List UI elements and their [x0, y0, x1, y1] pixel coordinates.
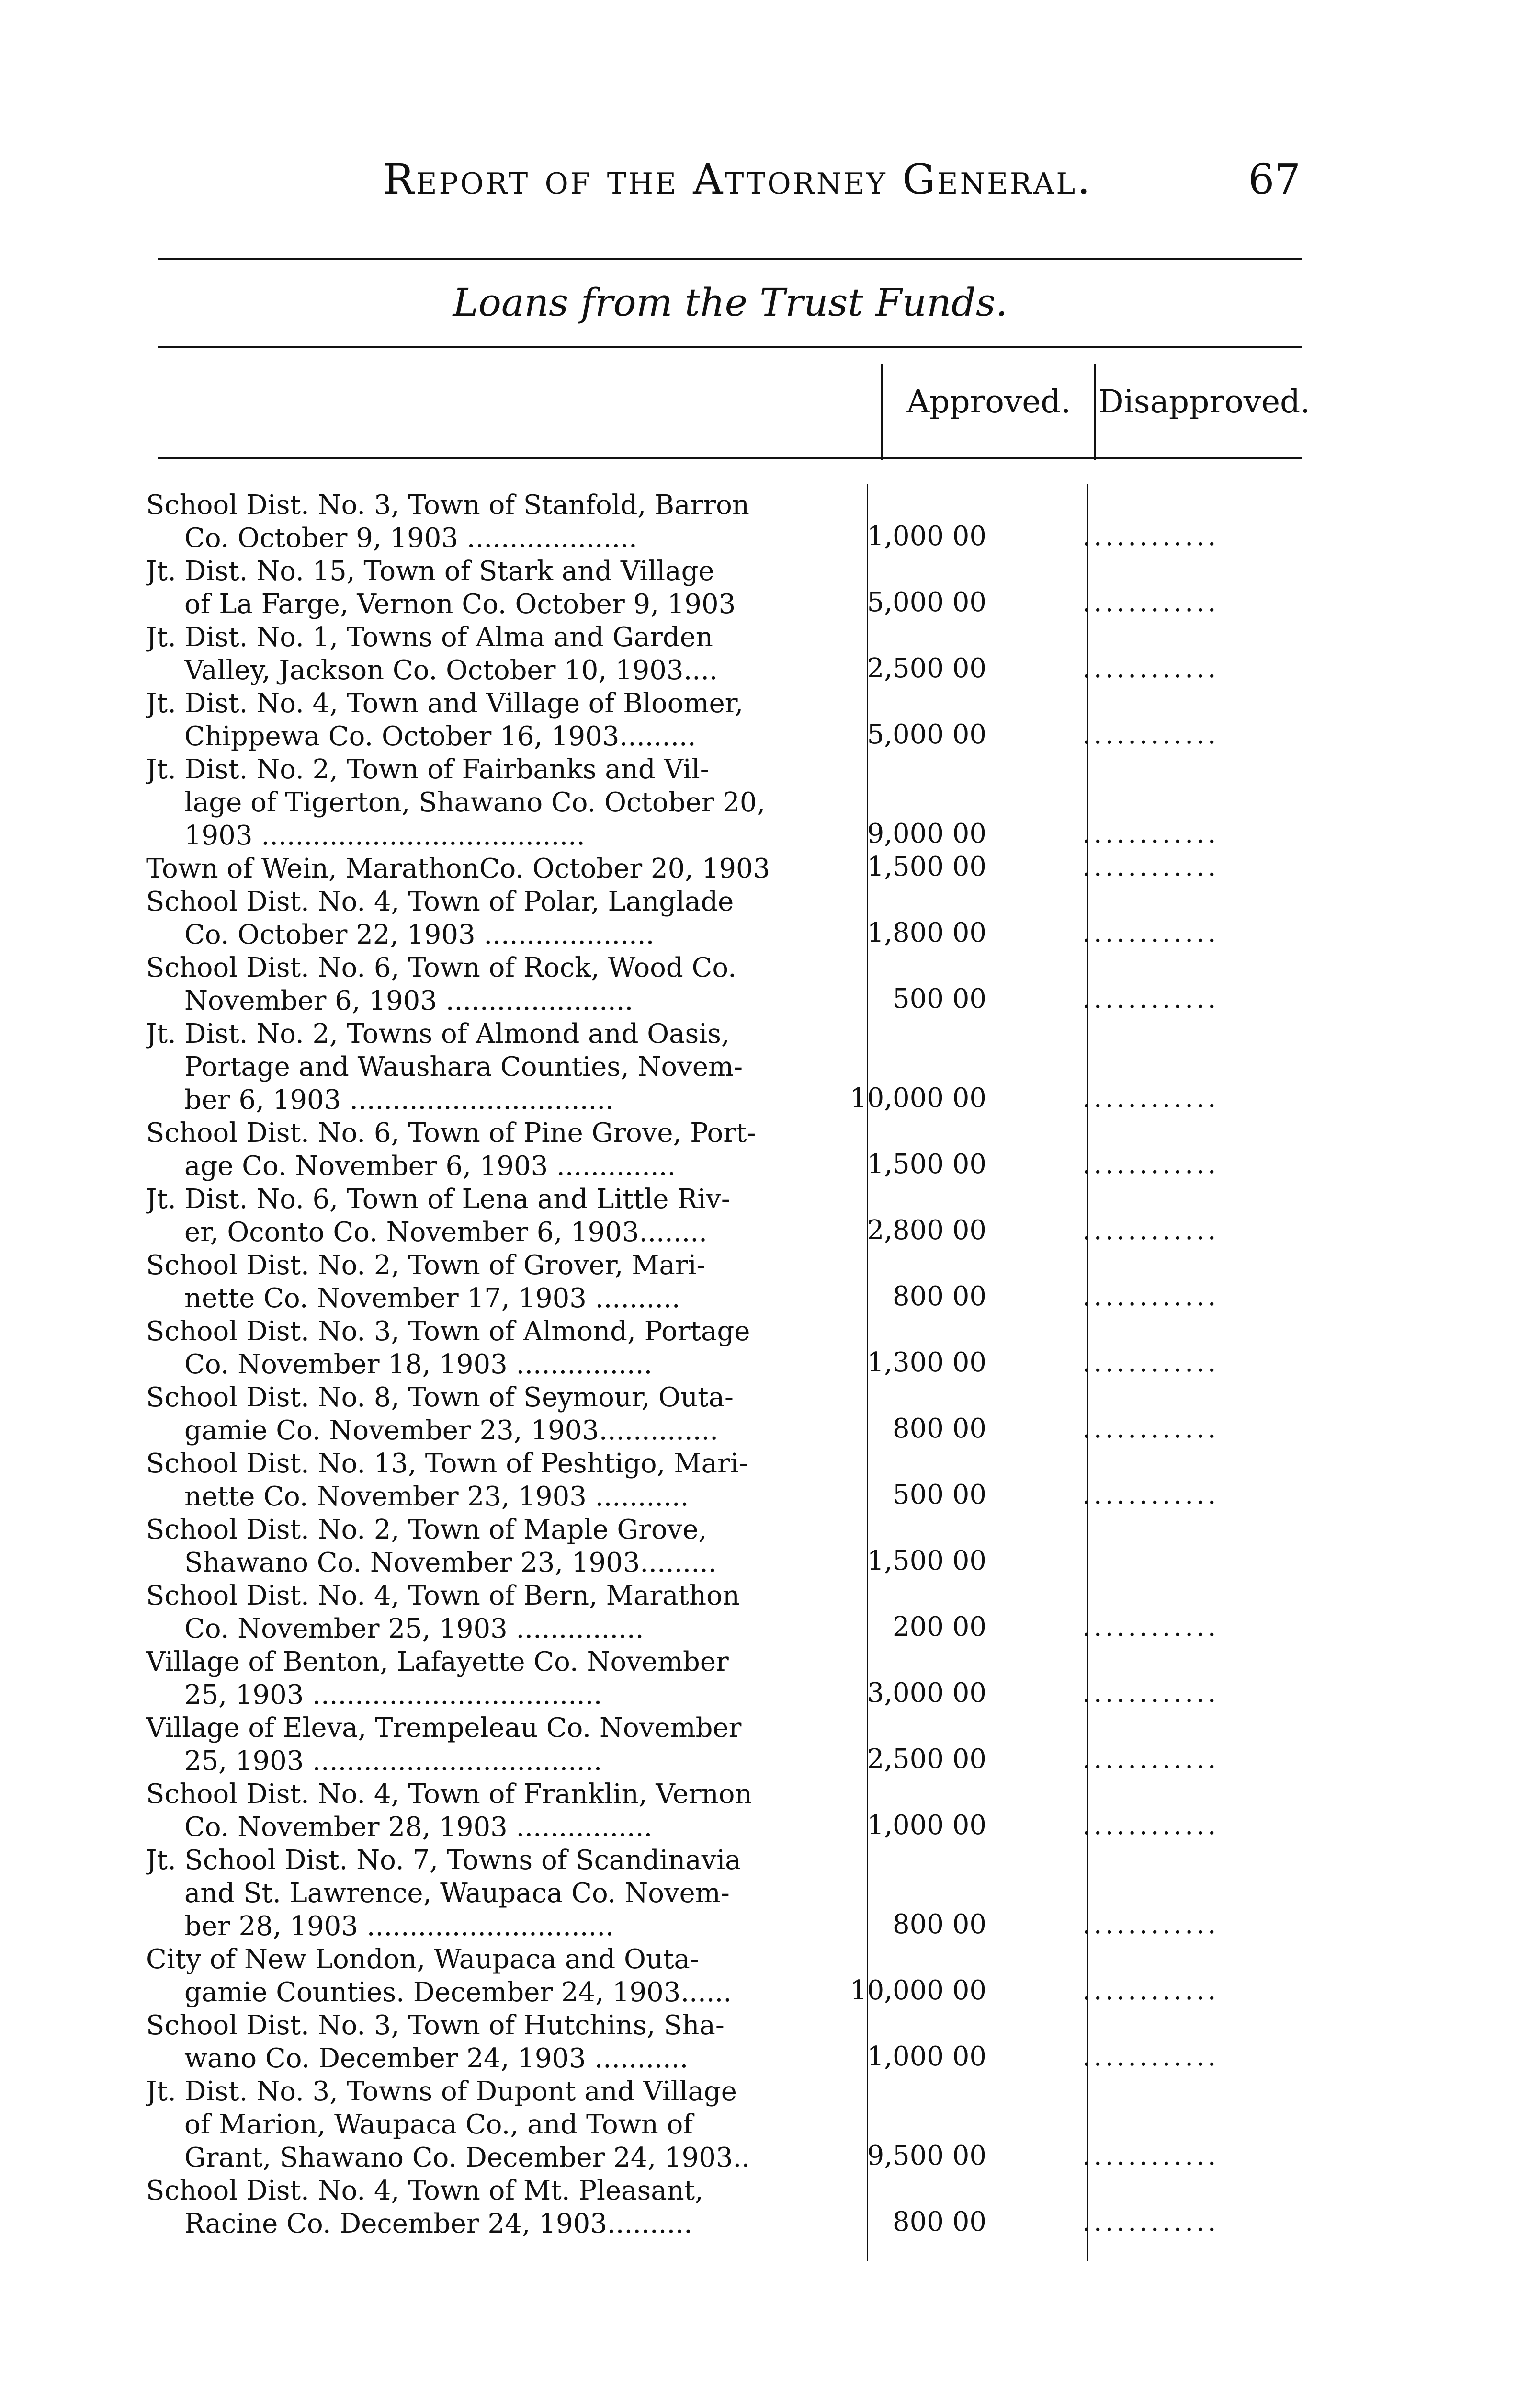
- description-line: Racine Co. December 24, 1903..........: [184, 2208, 692, 2239]
- approved-amount: 5,000 00: [867, 719, 986, 750]
- loan-description: [139, 489, 874, 555]
- disapproved-leader: ............: [1082, 1677, 1219, 1709]
- table-row: [139, 555, 1317, 621]
- approved-amount: 800 00: [893, 1281, 986, 1312]
- disapproved-leader: ............: [1082, 653, 1219, 684]
- loan-description: [139, 2174, 874, 2240]
- top-rule: [158, 258, 1302, 260]
- description-line: Jt. Dist. No. 15, Town of Stark and Village: [146, 556, 714, 587]
- description-line: Jt. School Dist. No. 7, Towns of Scandinavia: [146, 1845, 741, 1876]
- description-line: lage of Tigerton, Shawano Co. October 20,: [184, 787, 766, 818]
- disapproved-leader: ............: [1082, 719, 1219, 750]
- loan-description: [139, 1315, 874, 1381]
- approved-amount: 9,000 00: [867, 818, 986, 849]
- loan-description: [139, 687, 874, 753]
- disapproved-leader: ............: [1082, 983, 1219, 1015]
- table-row: [139, 687, 1317, 753]
- description-line: School Dist. No. 2, Town of Maple Grove,: [146, 1514, 707, 1545]
- disapproved-leader: ............: [1082, 2041, 1219, 2072]
- column-divider: [1094, 364, 1096, 460]
- approved-amount: 5,000 00: [867, 587, 986, 618]
- table-row: [139, 1017, 1317, 1117]
- disapproved-leader: ............: [1082, 2140, 1219, 2171]
- description-line: Village of Benton, Lafayette Co. November: [146, 1646, 729, 1677]
- approved-amount: 800 00: [893, 2206, 986, 2237]
- description-line: nette Co. November 23, 1903 ...........: [184, 1481, 689, 1512]
- approved-amount: 1,500 00: [867, 1149, 986, 1180]
- description-line: Valley, Jackson Co. October 10, 1903....: [184, 655, 718, 686]
- loan-description: [139, 1513, 874, 1579]
- loan-description: [139, 555, 874, 621]
- description-line: of La Farge, Vernon Co. October 9, 1903: [184, 589, 736, 620]
- approved-amount: 1,000 00: [867, 521, 986, 552]
- description-line: School Dist. No. 3, Town of Stanfold, Barron: [146, 490, 749, 521]
- approved-amount: 10,000 00: [849, 1975, 986, 2006]
- description-line: School Dist. No. 3, Town of Hutchins, Sha-: [146, 2010, 725, 2041]
- table-row: [139, 1183, 1317, 1249]
- disapproved-leader: ............: [1082, 1215, 1219, 1246]
- loan-description: [139, 1017, 874, 1117]
- disapproved-leader: ............: [1082, 1909, 1219, 1940]
- table-row: [139, 852, 1317, 885]
- description-line: Jt. Dist. No. 3, Towns of Dupont and Village: [146, 2076, 737, 2107]
- table-row: [139, 1844, 1317, 1943]
- approved-amount: 2,500 00: [867, 653, 986, 684]
- approved-amount: 1,000 00: [867, 1810, 986, 1841]
- page-number: 67: [1248, 156, 1301, 204]
- loan-description: [139, 1711, 874, 1778]
- table-row: [139, 2009, 1317, 2075]
- table-row: [139, 2075, 1317, 2174]
- disapproved-leader: ............: [1082, 851, 1219, 882]
- table-row: [139, 1249, 1317, 1315]
- description-line: School Dist. No. 6, Town of Rock, Wood Co.: [146, 952, 736, 983]
- disapproved-leader: ............: [1082, 1611, 1219, 1642]
- approved-amount: 1,000 00: [867, 2041, 986, 2072]
- approved-amount: 2,800 00: [867, 1215, 986, 1246]
- loan-description: [139, 885, 874, 951]
- loan-description: [139, 852, 874, 885]
- description-line: November 6, 1903 ......................: [184, 985, 634, 1016]
- description-line: of Marion, Waupaca Co., and Town of: [184, 2109, 693, 2140]
- loan-description: [139, 2009, 874, 2075]
- description-line: Co. November 28, 1903 ................: [184, 1812, 653, 1843]
- description-line: School Dist. No. 4, Town of Polar, Langlade: [146, 886, 734, 917]
- loan-description: [139, 621, 874, 687]
- table-row: [139, 1513, 1317, 1579]
- approved-amount: 1,500 00: [867, 851, 986, 882]
- disapproved-leader: ............: [1082, 587, 1219, 618]
- loan-description: [139, 1447, 874, 1513]
- table-row: [139, 1778, 1317, 1844]
- loan-description: [139, 1381, 874, 1447]
- description-line: 1903 ......................................: [184, 820, 585, 851]
- description-line: Shawano Co. November 23, 1903.........: [184, 1547, 717, 1578]
- disapproved-leader: ............: [1082, 1810, 1219, 1841]
- approved-amount: 1,500 00: [867, 1545, 986, 1576]
- approved-amount: 2,500 00: [867, 1744, 986, 1775]
- approved-amount: 1,300 00: [867, 1347, 986, 1378]
- description-line: School Dist. No. 4, Town of Franklin, Vernon: [146, 1779, 752, 1810]
- description-line: School Dist. No. 2, Town of Grover, Mari-: [146, 1250, 706, 1281]
- loans-table-body: [139, 489, 1317, 2240]
- description-line: er, Oconto Co. November 6, 1903........: [184, 1217, 707, 1248]
- table-row: [139, 1381, 1317, 1447]
- caption-rule: [158, 346, 1302, 348]
- loan-description: [139, 1778, 874, 1844]
- description-line: School Dist. No. 3, Town of Almond, Portage: [146, 1316, 750, 1347]
- loan-description: [139, 1844, 874, 1943]
- approved-amount: 10,000 00: [849, 1083, 986, 1114]
- loan-description: [139, 1117, 874, 1183]
- disapproved-leader: ............: [1082, 1149, 1219, 1180]
- description-line: Portage and Waushara Counties, Novem-: [184, 1051, 743, 1083]
- disapproved-leader: ............: [1082, 521, 1219, 552]
- disapproved-leader: ............: [1082, 1744, 1219, 1775]
- disapproved-leader: ............: [1082, 917, 1219, 948]
- description-line: Co. November 25, 1903 ...............: [184, 1613, 644, 1644]
- table-row: [139, 621, 1317, 687]
- disapproved-leader: ............: [1082, 1281, 1219, 1312]
- description-line: School Dist. No. 4, Town of Mt. Pleasant,: [146, 2175, 703, 2206]
- description-line: wano Co. December 24, 1903 ...........: [184, 2043, 689, 2074]
- table-row: [139, 885, 1317, 951]
- description-line: Chippewa Co. October 16, 1903.........: [184, 721, 696, 752]
- approved-amount: 500 00: [893, 1479, 986, 1510]
- description-line: Jt. Dist. No. 2, Towns of Almond and Oasis,: [146, 1018, 730, 1049]
- table-row: [139, 2174, 1317, 2240]
- disapproved-leader: ............: [1082, 1083, 1219, 1114]
- column-divider: [881, 364, 883, 460]
- description-line: Jt. Dist. No. 2, Town of Fairbanks and Vil-: [146, 754, 709, 785]
- table-row: [139, 1117, 1317, 1183]
- disapproved-leader: ............: [1082, 1347, 1219, 1378]
- description-line: 25, 1903 ..................................: [184, 1679, 602, 1711]
- loan-description: [139, 1183, 874, 1249]
- disapproved-leader: ............: [1082, 1975, 1219, 2006]
- approved-amount: 500 00: [893, 983, 986, 1015]
- description-line: City of New London, Waupaca and Outa-: [146, 1944, 699, 1975]
- approved-amount: 9,500 00: [867, 2140, 986, 2171]
- loan-description: [139, 951, 874, 1017]
- description-line: and St. Lawrence, Waupaca Co. Novem-: [184, 1878, 730, 1909]
- description-line: School Dist. No. 8, Town of Seymour, Outa-: [146, 1382, 734, 1413]
- table-row: [139, 489, 1317, 555]
- disapproved-leader: ............: [1082, 1479, 1219, 1510]
- disapproved-leader: ............: [1082, 2206, 1219, 2237]
- table-row: [139, 1315, 1317, 1381]
- loan-description: [139, 1249, 874, 1315]
- description-line: age Co. November 6, 1903 ..............: [184, 1151, 676, 1182]
- approved-amount: 800 00: [893, 1413, 986, 1444]
- loan-description: [139, 1645, 874, 1711]
- description-line: Co. November 18, 1903 ................: [184, 1349, 653, 1380]
- disapproved-leader: ............: [1082, 1413, 1219, 1444]
- description-line: School Dist. No. 4, Town of Bern, Marathon: [146, 1580, 740, 1611]
- table-row: [139, 753, 1317, 852]
- description-line: ber 6, 1903 ...............................: [184, 1084, 614, 1116]
- description-line: Village of Eleva, Trempeleau Co. November: [146, 1712, 742, 1744]
- table-row: [139, 1579, 1317, 1645]
- header-rule: [158, 457, 1302, 459]
- loan-description: [139, 2075, 874, 2174]
- disapproved-leader: ............: [1082, 818, 1219, 849]
- table-caption: Loans from the Trust Funds.: [453, 280, 1008, 325]
- approved-amount: 800 00: [893, 1909, 986, 1940]
- table-row: [139, 1645, 1317, 1711]
- description-line: Jt. Dist. No. 1, Towns of Alma and Garden: [146, 622, 713, 653]
- description-line: 25, 1903 ..................................: [184, 1745, 602, 1777]
- loan-description: [139, 1579, 874, 1645]
- description-line: gamie Counties. December 24, 1903......: [184, 1977, 732, 2008]
- description-line: nette Co. November 17, 1903 ..........: [184, 1283, 680, 1314]
- table-row: [139, 1943, 1317, 2009]
- approved-amount: 3,000 00: [867, 1677, 986, 1709]
- running-title: Report of the Attorney General.: [383, 156, 1092, 204]
- loan-description: [139, 753, 874, 852]
- loan-description: [139, 1943, 874, 2009]
- description-line: gamie Co. November 23, 1903..............: [184, 1415, 719, 1446]
- description-line: Co. October 22, 1903 ....................: [184, 919, 655, 950]
- table-row: [139, 1447, 1317, 1513]
- approved-amount: 1,800 00: [867, 917, 986, 948]
- table-row: [139, 951, 1317, 1017]
- description-line: Town of Wein, MarathonCo. October 20, 1903: [146, 853, 770, 884]
- description-line: School Dist. No. 13, Town of Peshtigo, Mari-: [146, 1448, 748, 1479]
- column-header-approved: Approved.: [906, 383, 1071, 420]
- description-line: Co. October 9, 1903 ....................: [184, 523, 637, 554]
- description-line: Jt. Dist. No. 4, Town and Village of Bloomer,: [146, 688, 744, 719]
- description-line: ber 28, 1903 .............................: [184, 1911, 614, 1942]
- approved-amount: 200 00: [893, 1611, 986, 1642]
- column-header-disapproved: Disapproved.: [1098, 383, 1311, 420]
- description-line: Grant, Shawano Co. December 24, 1903..: [184, 2142, 750, 2173]
- description-line: School Dist. No. 6, Town of Pine Grove, Port-: [146, 1118, 756, 1149]
- table-row: [139, 1711, 1317, 1778]
- description-line: Jt. Dist. No. 6, Town of Lena and Little Riv-: [146, 1184, 730, 1215]
